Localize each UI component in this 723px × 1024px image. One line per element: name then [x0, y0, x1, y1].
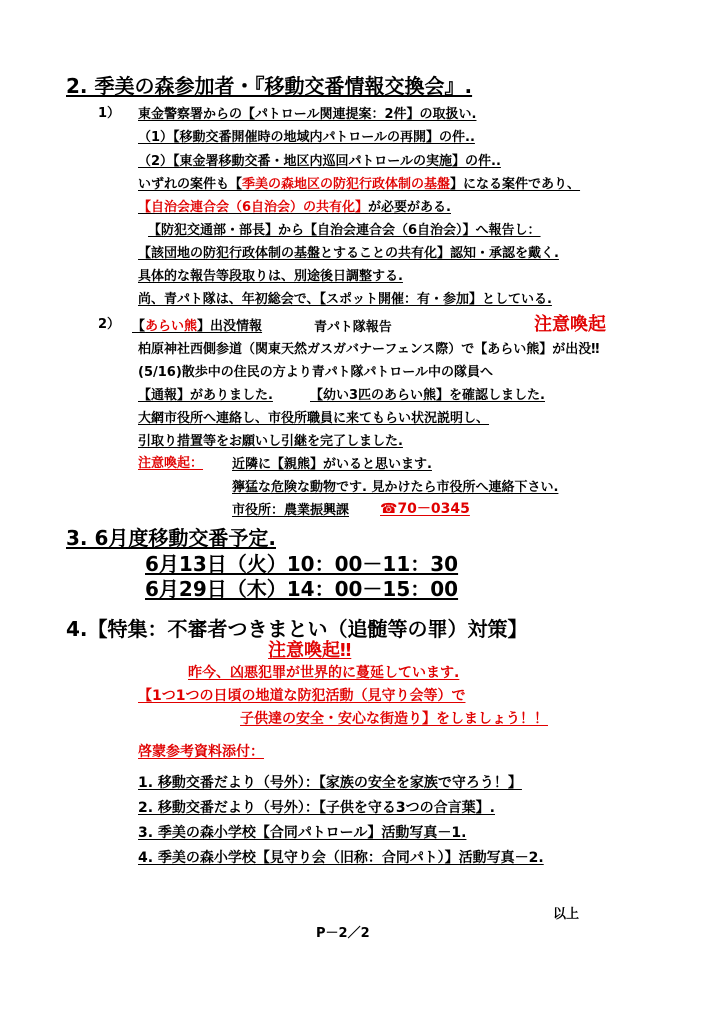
page-number: P－2／2	[316, 926, 370, 941]
item-2-number: 2）	[98, 317, 121, 332]
item-2-reporter: 青パト隊報告	[314, 320, 392, 335]
item-1-line-5: 【自治会連合会（6自治会）の共有化】が必要がある.	[138, 200, 451, 215]
reference-4: 4. 季美の森小学校【見守り会（旧称：合同パト）】活動写真－2.	[138, 850, 544, 866]
item-2-line-6: 引取り措置等をお願いし引継を完了しました.	[138, 434, 403, 449]
item-2-phone: ☎70－0345	[380, 501, 470, 517]
item-1-line-7: 【該団地の防犯行政体制の基盤とすることの共有化】認知・承認を戴く.	[138, 246, 559, 261]
section-4-alert: 注意喚起‼	[268, 640, 352, 661]
item-1-line-9: 尚、青パト隊は、年初総会で、【スポット開催：有・参加】としている.	[138, 292, 552, 307]
reference-2: 2. 移動交番だより（号外）：【子供を守る3つの合言葉】.	[138, 800, 495, 816]
reference-1: 1. 移動交番だより（号外）：【家族の安全を家族で守ろう！】	[138, 775, 522, 791]
section-4-line-1: 昨今、凶悪犯罪が世界的に蔓延しています.	[188, 665, 460, 681]
item-1-line-3: （2）【東金署移動交番・地区内巡回パトロールの実施】の件..	[138, 154, 501, 169]
item-2-line-7: 近隣に【親熊】がいると思います.	[232, 457, 432, 472]
section-4-line-2: 【1つ1つの日頃の地道な防犯活動（見守り会等）で	[138, 688, 466, 704]
item-2-line-8: 獰猛な危険な動物です. 見かけたら市役所へ連絡下さい.	[232, 480, 559, 495]
item-2-line-4b: 【幼い3匹のあらい熊】を確認しました.	[310, 388, 545, 403]
schedule-date-2: 6月29日（木）14：00－15：00	[145, 577, 459, 601]
item-1-line-2: （1）【移動交番開催時の地域内パトロールの再開】の件..	[138, 130, 475, 145]
item-2-line-4a: 【通報】がありました.	[138, 388, 273, 403]
section-4-line-3: 子供達の安全・安心な街造り】をしましょう！！	[240, 711, 548, 727]
reference-3: 3. 季美の森小学校【合同パトロール】活動写真－1.	[138, 825, 467, 841]
schedule-date-1: 6月13日（火）10：00－11：30	[145, 552, 459, 576]
item-2-alert: 注意喚起	[534, 314, 606, 335]
item-2-alert-label: 注意喚起：	[138, 456, 204, 471]
section-3-title: 3. 6月度移動交番予定.	[66, 526, 276, 550]
item-2-line-2: 柏原神社西側参道（関東天然ガスガバナーフェンス際）で【あらい熊】が出没‼	[138, 342, 600, 357]
item-2-line-5: 大網市役所へ連絡し、市役所職員に来てもらい状況説明し、	[138, 411, 490, 426]
item-1-line-4: いずれの案件も【季美の森地区の防犯行政体制の基盤】になる案件であり、	[138, 177, 581, 192]
item-2-heading: 【あらい熊】出没情報	[132, 319, 263, 334]
item-1-number: 1）	[98, 106, 121, 121]
item-2-line-9a: 市役所：農業振興課	[232, 503, 350, 518]
closing-remark: 以上	[553, 907, 580, 922]
item-2-line-3: (5/16)散歩中の住民の方より青パト隊パトロール中の隊員へ	[138, 365, 493, 380]
references-title: 啓蒙参考資料添付：	[138, 744, 264, 760]
item-1-line-8: 具体的な報告等段取りは、別途後日調整する.	[138, 269, 403, 284]
item-1-line-6: 【防犯交通部・部長】から【自治会連合会（6自治会）】へ報告し：	[148, 223, 541, 238]
section-4-title: 4.【特集：不審者つきまとい（追髄等の罪）対策】	[66, 617, 528, 641]
item-1-line-1: 東金警察署からの【パトロール関連提案：2件】の取扱い.	[138, 107, 477, 122]
section-2-title: 2. 季美の森参加者・『移動交番情報交換会』.	[66, 74, 473, 98]
